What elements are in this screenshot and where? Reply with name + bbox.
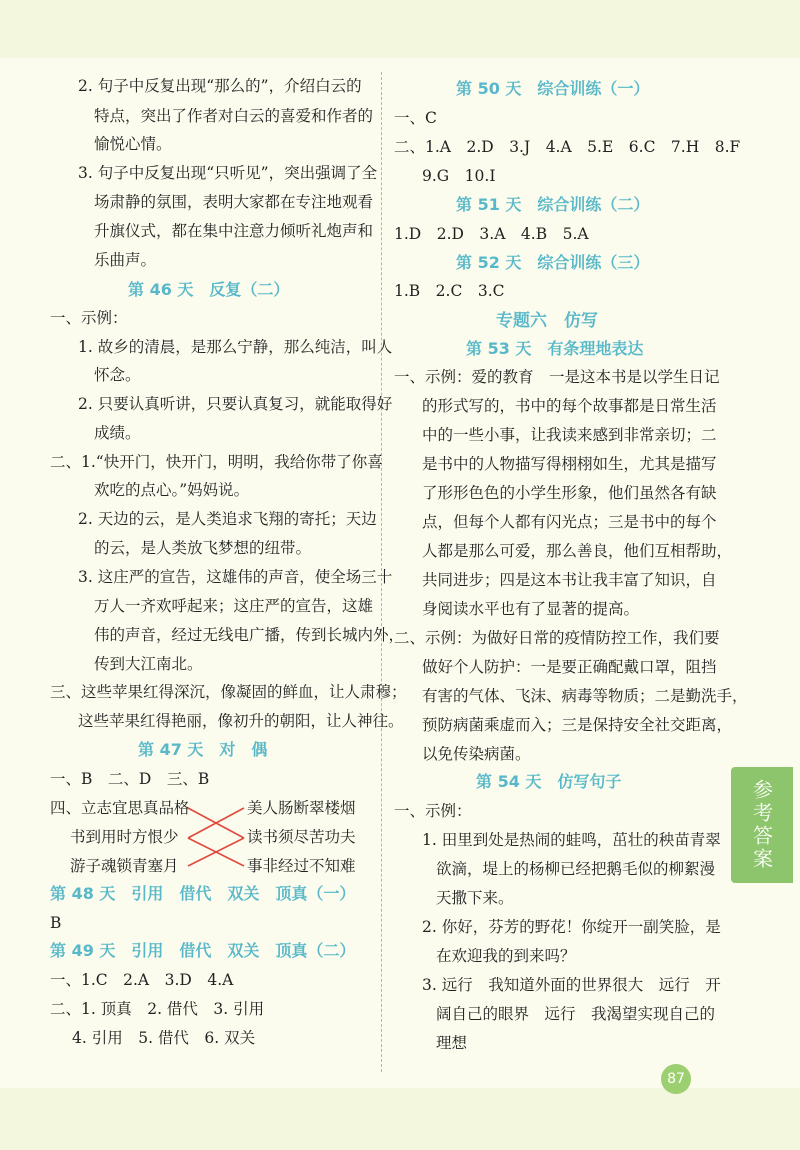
page-number: 87 (661, 1064, 691, 1094)
answer-line: 在欢迎我的到来吗？ (436, 947, 576, 965)
answer-line: 场肃静的氛围，表明大家都在专注地观看 (94, 193, 374, 211)
section-heading-day54: 第 54 天 仿写句子 (476, 772, 622, 791)
answer-line: 伟的声音，经过无线电广播，传到长城内外， (94, 626, 405, 644)
answer-line: 一、B 二、D 三、B (50, 770, 210, 788)
answer-line: 二、1.“快开门，快开门，明明，我给你带了你喜 (50, 453, 383, 471)
answers-side-tab (731, 767, 793, 883)
answer-line: 理想 (436, 1034, 468, 1052)
answer-line: 怀念。 (94, 366, 141, 384)
answer-line: 1. 故乡的清晨，是那么宁静，那么纯洁，叫人 (78, 338, 393, 356)
answer-line: 这些苹果红得艳丽，像初升的朝阳，让人神往。 (78, 712, 404, 730)
answer-line: 有害的气体、飞沫、病毒等物质；二是勤洗手， (422, 687, 748, 705)
answer-line: 升旗仪式，都在集中注意力倾听礼炮声和 (94, 222, 374, 240)
answer-line: 一、示例： (50, 309, 128, 327)
answer-line: B (50, 914, 62, 932)
section-heading-day52: 第 52 天 综合训练（三） (456, 253, 650, 272)
answer-line: 3. 远行 我知道外面的世界很大 远行 开 (422, 976, 721, 994)
answer-line: 预防病菌乘虚而入；三是保持安全社交距离， (422, 716, 733, 734)
section-heading-day49: 第 49 天 引用 借代 双关 顶真（二） (50, 941, 356, 960)
answer-line: 3. 这庄严的宣告，这雄伟的声音，使全场三十 (78, 568, 393, 586)
answer-line: 1.B 2.C 3.C (394, 282, 505, 300)
answer-line: 三、这些苹果红得深沉，像凝固的鲜血，让人肃穆； (50, 683, 407, 701)
section-heading-day51: 第 51 天 综合训练（二） (456, 195, 650, 214)
match-right-3: 事非经过不知难 (247, 857, 356, 875)
answer-line: 共同进步；四是这本书让我丰富了知识，自 (422, 571, 717, 589)
answer-line: 一、1.C 2.A 3.D 4.A (50, 971, 234, 989)
answer-line: 4. 引用 5. 借代 6. 双关 (72, 1029, 256, 1047)
answer-line: 万人一齐欢呼起来；这庄严的宣告，这雄 (94, 597, 374, 615)
answer-line: 3. 句子中反复出现“只听见”，突出强调了全 (78, 164, 378, 182)
answer-line: 以免传染病菌。 (422, 745, 531, 763)
answer-line: 欲滴，堤上的杨柳已经把鹅毛似的柳絮漫 (436, 860, 716, 878)
answer-line: 人都是那么可爱，那么善良，他们互相帮助， (422, 542, 733, 560)
answer-line: 2. 句子中反复出现“那么的”，介绍白云的 (78, 77, 362, 95)
section-heading-day48: 第 48 天 引用 借代 双关 顶真（一） (50, 884, 356, 903)
answer-line: 中的一些小事，让我读来感到非常亲切；二 (422, 426, 717, 444)
answer-line: 2. 天边的云，是人类追求飞翔的寄托；天边 (78, 510, 377, 528)
side-tab-label: 参考答案 (749, 779, 774, 871)
answer-line: 阔自己的眼界 远行 我渴望实现自己的 (436, 1005, 716, 1023)
answer-line: 一、示例：爱的教育 一是这本书是以学生日记 (394, 368, 720, 386)
match-right-1: 美人肠断翠楼烟 (247, 799, 356, 817)
answer-line: 2. 你好，芬芳的野花！你绽开一副笑脸，是 (422, 918, 721, 936)
match-left-1: 四、立志宜思真品格 (50, 799, 190, 817)
section-heading-day53: 第 53 天 有条理地表达 (466, 339, 644, 358)
section-heading-day47: 第 47 天 对 偶 (138, 740, 268, 759)
match-left-3: 游子魂锁青塞月 (70, 857, 179, 875)
answer-line: 特点，突出了作者对白云的喜爱和作者的 (94, 107, 374, 125)
answer-line: 的云，是人类放飞梦想的纽带。 (94, 539, 312, 557)
answer-line: 天撒下来。 (436, 889, 514, 907)
answer-line: 的形式写的，书中的每个故事都是日常生活 (422, 397, 717, 415)
match-left-2: 书到用时方恨少 (70, 828, 179, 846)
answer-line: 1. 田里到处是热闹的蛙鸣，茁壮的秧苗青翠 (422, 831, 721, 849)
answer-line: 一、C (394, 109, 437, 127)
answer-line: 身阅读水平也有了显著的提高。 (422, 600, 640, 618)
answer-line: 二、示例：为做好日常的疫情防控工作，我们要 (394, 629, 720, 647)
section-heading-day46: 第 46 天 反复（二） (128, 280, 290, 299)
answer-line: 愉悦心情。 (94, 135, 172, 153)
answer-line: 9.G 10.I (422, 167, 496, 185)
answer-line: 2. 只要认真听讲，只要认真复习，就能取得好 (78, 395, 393, 413)
answer-line: 成绩。 (94, 424, 141, 442)
answer-line: 传到大江南北。 (94, 655, 203, 673)
section-heading-day50: 第 50 天 综合训练（一） (456, 79, 650, 98)
topic-heading: 专题六 仿写 (496, 311, 598, 331)
answer-line: 乐曲声。 (94, 251, 157, 269)
answer-line: 是书中的人物描写得栩栩如生，尤其是描写 (422, 455, 717, 473)
match-right-2: 读书须尽苦功夫 (247, 828, 356, 846)
answer-line: 欢吃的点心。”妈妈说。 (94, 481, 250, 499)
answer-line: 1.D 2.D 3.A 4.B 5.A (394, 225, 589, 243)
answer-line: 二、1. 顶真 2. 借代 3. 引用 (50, 1000, 265, 1018)
answer-line: 点，但每个人都有闪光点；三是书中的每个 (422, 513, 717, 531)
answer-line: 二、1.A 2.D 3.J 4.A 5.E 6.C 7.H 8.F (394, 138, 741, 156)
answer-line: 一、示例： (394, 802, 472, 820)
answer-line: 做好个人防护：一是要正确配戴口罩，阻挡 (422, 658, 717, 676)
answer-line: 了形形色色的小学生形象，他们虽然各有缺 (422, 484, 717, 502)
